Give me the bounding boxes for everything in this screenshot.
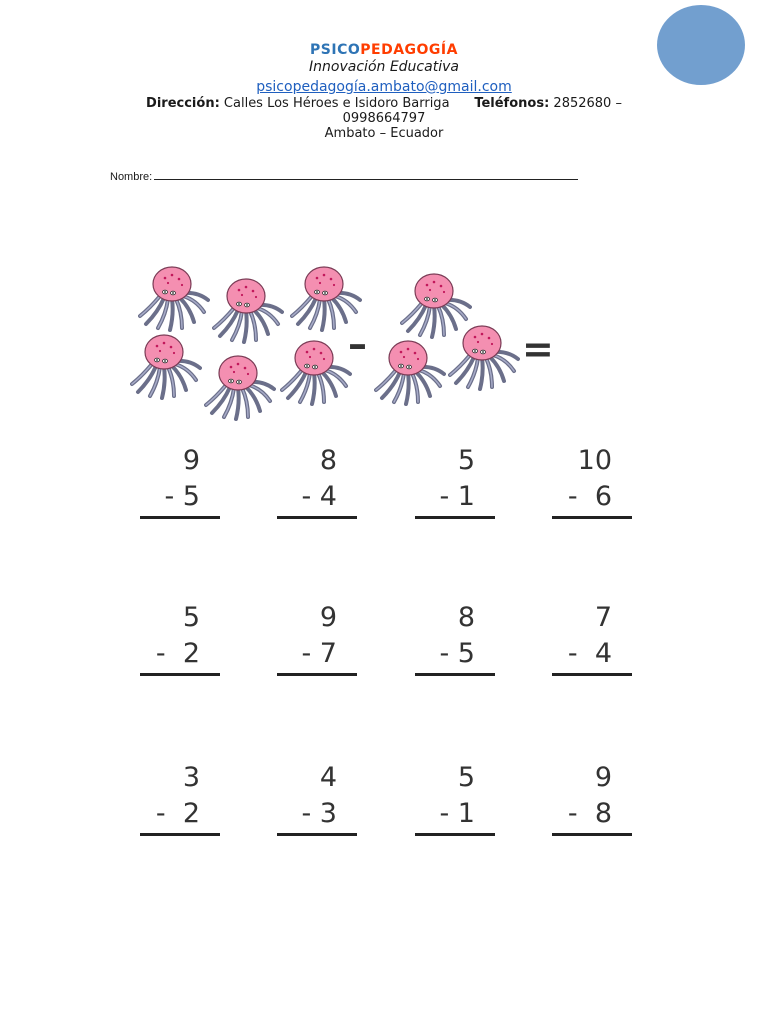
answer-line[interactable]: [277, 833, 357, 836]
octopus-icon: [448, 325, 520, 391]
equals-sign: =: [522, 327, 554, 371]
problem-subtrahend: - 4: [567, 638, 612, 669]
answer-line[interactable]: [277, 516, 357, 519]
problem-subtrahend: - 6: [567, 481, 612, 512]
problem-minuend: 3: [182, 762, 200, 793]
octopus-icon: [212, 278, 284, 344]
answer-line[interactable]: [552, 833, 632, 836]
octopus-icon: [130, 334, 202, 400]
subtitle: Innovación Educativa: [309, 59, 459, 75]
phone-label: Teléfonos:: [474, 96, 550, 111]
answer-line[interactable]: [140, 833, 220, 836]
minus-sign: –: [348, 322, 367, 366]
problem-minuend: 7: [594, 602, 612, 633]
octopus-icon: [280, 340, 352, 406]
problem: [277, 760, 357, 836]
problem-minuend: 9: [182, 445, 200, 476]
problem-subtrahend: - 7: [301, 638, 337, 669]
problem-subtrahend: - 3: [301, 798, 337, 829]
brand-part-1: PSICO: [310, 42, 361, 58]
brand-part-2: PEDAGOGÍA: [360, 42, 458, 58]
name-field: [110, 169, 578, 183]
problem-subtrahend: - 2: [155, 638, 200, 669]
problem: [415, 443, 495, 519]
problem: [277, 600, 357, 676]
problem: [552, 600, 632, 676]
problem-minuend: 9: [319, 602, 337, 633]
answer-line[interactable]: [277, 673, 357, 676]
problem: [415, 600, 495, 676]
problem-minuend: 5: [457, 762, 475, 793]
problem: [140, 760, 220, 836]
problem-minuend: 5: [457, 445, 475, 476]
octopus-icon: [204, 355, 276, 421]
problem-subtrahend: - 5: [439, 638, 475, 669]
address-value: Calles Los Héroes e Isidoro Barriga: [223, 96, 450, 111]
answer-line[interactable]: [552, 516, 632, 519]
problem: [277, 443, 357, 519]
problem-minuend: 4: [319, 762, 337, 793]
problem: [415, 760, 495, 836]
brand-title: [0, 42, 768, 59]
problem-subtrahend: - 8: [567, 798, 612, 829]
header: [0, 42, 768, 141]
problem-minuend: 10: [577, 445, 612, 476]
problem-minuend: 5: [182, 602, 200, 633]
answer-line[interactable]: [140, 516, 220, 519]
problem-subtrahend: - 1: [439, 481, 475, 512]
answer-line[interactable]: [552, 673, 632, 676]
problem: [552, 443, 632, 519]
problem-subtrahend: - 1: [439, 798, 475, 829]
problem-minuend: 8: [457, 602, 475, 633]
name-label: Nombre:: [110, 171, 153, 183]
problem-subtrahend: - 2: [155, 798, 200, 829]
answer-line[interactable]: [415, 833, 495, 836]
name-input-line[interactable]: [154, 169, 578, 180]
email-link[interactable]: psicopedagogía.ambato@gmail.com: [256, 79, 512, 95]
problem: [140, 600, 220, 676]
phone-value: 2852680 – 0998664797: [342, 96, 622, 126]
answer-line[interactable]: [140, 673, 220, 676]
problem-minuend: 8: [319, 445, 337, 476]
problem: [140, 443, 220, 519]
city: Ambato – Ecuador: [324, 126, 444, 141]
answer-line[interactable]: [415, 516, 495, 519]
octopus-icon: [374, 340, 446, 406]
problem-subtrahend: - 4: [301, 481, 337, 512]
answer-line[interactable]: [415, 673, 495, 676]
problem-subtrahend: - 5: [164, 481, 200, 512]
address-line: [0, 96, 768, 126]
address-label: Dirección:: [146, 96, 220, 111]
problem: [552, 760, 632, 836]
problem-minuend: 9: [594, 762, 612, 793]
octopus-icon: [138, 266, 210, 332]
